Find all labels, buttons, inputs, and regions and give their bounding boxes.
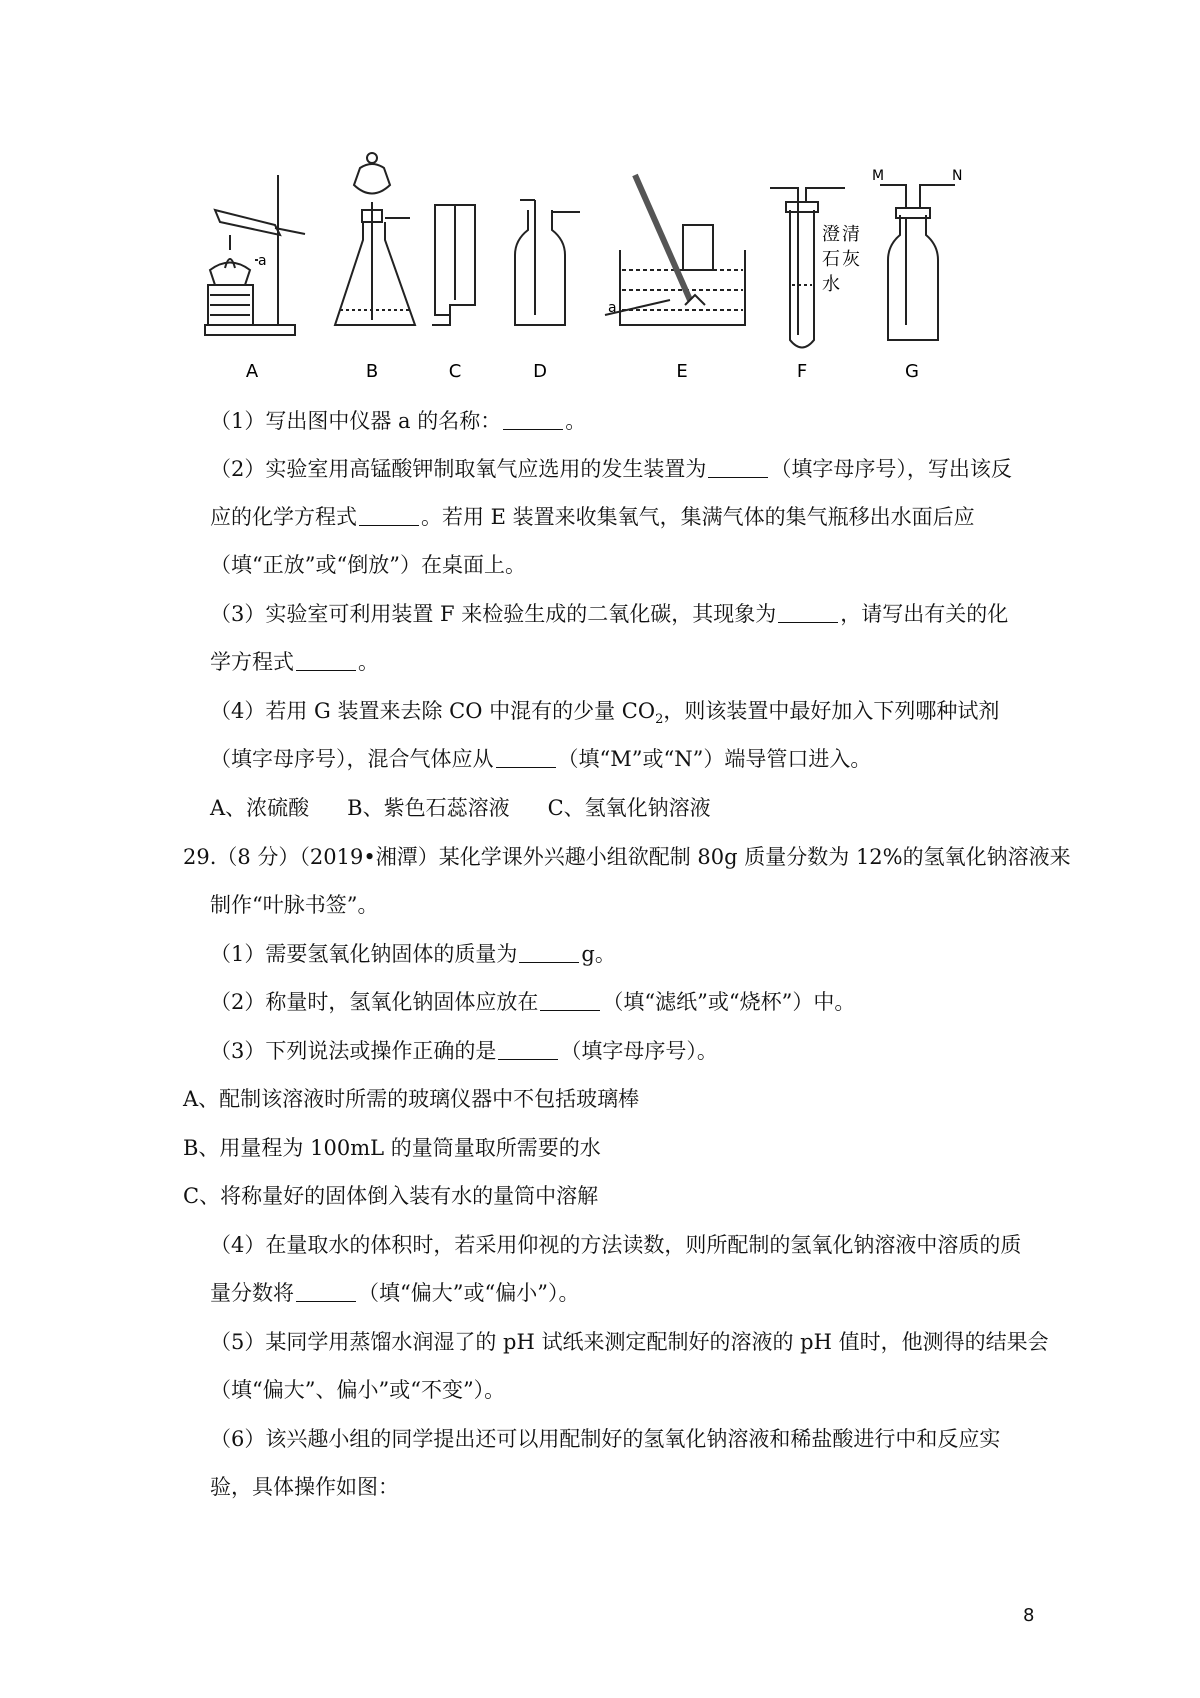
q28-p2-l2-text: 应的化学方程式	[210, 505, 357, 529]
trough-a-label: a	[608, 300, 617, 316]
q29-part5-line1: （5）某同学用蒸馏水润湿了的 pH 试纸来测定配制好的溶液的 pH 值时，他测得的结果会	[210, 1330, 1049, 1354]
apparatus-c	[432, 205, 475, 325]
answer-blank[interactable]	[296, 652, 356, 671]
q28-part4-line1	[210, 697, 999, 734]
answer-blank[interactable]	[778, 604, 838, 623]
option-c: C、氢氧化钠溶液	[547, 796, 711, 820]
co2-subscript: 2	[655, 712, 664, 728]
q28-p1-end: 。	[565, 409, 587, 433]
q29-p2-text: （2）称量时，氢氧化钠固体应放在	[210, 990, 539, 1014]
limewater-char-2: 清	[842, 224, 860, 245]
option-a: A、浓硫酸	[210, 796, 310, 820]
q29-p1-end: g。	[581, 942, 616, 966]
q28-p1-text: （1）写出图中仪器 a 的名称：	[210, 409, 502, 433]
label-e: E	[676, 361, 688, 382]
q29-p1-text: （1）需要氢氧化钠固体的质量为	[210, 942, 518, 966]
answer-blank[interactable]	[496, 749, 556, 768]
q29-heading-line2: 制作“叶脉书签”。	[210, 893, 379, 917]
q29-option-b: B、用量程为 100mL 的量筒量取所需要的水	[183, 1136, 601, 1160]
q28-part2-line1	[210, 455, 1012, 483]
limewater-char-5: 水	[822, 274, 840, 295]
q28-p3-l2-end: 。	[358, 650, 379, 674]
q29-part3	[210, 1037, 718, 1065]
q28-part3-line2	[210, 648, 379, 676]
q28-p2-text: （2）实验室用高锰酸钾制取氧气应选用的发生装置为	[210, 457, 707, 481]
label-f: F	[796, 361, 808, 382]
q28-p2-text-end: （填字母序号），写出该反	[770, 457, 1012, 481]
q28-part4-line2	[210, 745, 871, 773]
limewater-char-4: 灰	[842, 249, 860, 270]
q28-p3-end: ，请写出有关的化	[840, 602, 1009, 626]
q28-p4-text: （4）若用 G 装置来去除 CO 中混有的少量 CO	[210, 699, 656, 723]
page-number: 8	[1023, 1605, 1035, 1626]
q29-part4-line1: （4）在量取水的体积时，若采用仰视的方法读数，则所配制的氢氧化钠溶液中溶质的质	[210, 1233, 1022, 1257]
q28-part2-line2	[210, 503, 975, 531]
q28-part1	[210, 407, 586, 435]
option-b: B、紫色石蕊溶液	[347, 796, 510, 820]
q28-p4-l2-text: （填字母序号），混合气体应从	[210, 747, 494, 771]
q29-p4-l2-end: （填“偏大”或“偏小”）。	[358, 1281, 580, 1305]
q29-p4-l2-text: 量分数将	[210, 1281, 294, 1305]
answer-blank[interactable]	[296, 1283, 356, 1302]
instrument-a-label: a	[258, 253, 267, 269]
answer-blank[interactable]	[359, 507, 419, 526]
label-b: B	[365, 361, 379, 382]
label-a: A	[245, 361, 259, 382]
q28-p2-l2-end: 。若用 E 装置来收集氧气，集满气体的集气瓶移出水面后应	[421, 505, 975, 529]
apparatus-figure	[200, 140, 1040, 390]
q28-p3-l2-text: 学方程式	[210, 650, 294, 674]
limewater-char-3: 石	[822, 249, 840, 270]
q29-p2-end: （填“滤纸”或“烧杯”）中。	[602, 990, 856, 1014]
apparatus-e	[605, 175, 745, 325]
port-n-label: N	[952, 168, 963, 184]
q29-part1	[210, 940, 616, 968]
q29-option-c: C、将称量好的固体倒入装有水的量筒中溶解	[183, 1184, 599, 1208]
q29-part5-line2: （填“偏大”、偏小”或“不变”）。	[210, 1378, 506, 1402]
q29-p3-text: （3）下列说法或操作正确的是	[210, 1039, 497, 1063]
limewater-char-1: 澄	[822, 224, 840, 245]
answer-blank[interactable]	[708, 459, 768, 478]
q28-p4-l2-end: （填“M”或“N”）端导管口进入。	[557, 747, 872, 771]
apparatus-diagram	[200, 140, 1040, 390]
apparatus-g	[880, 185, 955, 340]
q29-part4-line2	[210, 1279, 579, 1307]
q29-part2	[210, 988, 855, 1016]
answer-blank[interactable]	[540, 992, 600, 1011]
answer-blank[interactable]	[498, 1041, 558, 1060]
q29-option-a: A、配制该溶液时所需的玻璃仪器中不包括玻璃棒	[183, 1087, 640, 1111]
q28-options	[210, 794, 749, 822]
q29-part6-line2: 验，具体操作如图：	[210, 1475, 399, 1499]
apparatus-b	[335, 153, 415, 325]
q29-heading-line1: 29.（8 分）（2019•湘潭）某化学课外兴趣小组欲配制 80g 质量分数为 12%的氢氧化钠溶液来	[183, 845, 1071, 869]
answer-blank[interactable]	[503, 411, 563, 430]
port-m-label: M	[872, 168, 885, 184]
q29-p3-end: （填字母序号）。	[560, 1039, 718, 1063]
q29-part6-line1: （6）该兴趣小组的同学提出还可以用配制好的氢氧化钠溶液和稀盐酸进行中和反应实	[210, 1427, 1001, 1451]
label-d: D	[533, 361, 547, 382]
q28-p4-end: ，则该装置中最好加入下列哪种试剂	[663, 699, 1000, 723]
apparatus-d	[515, 200, 580, 325]
q28-part3-line1	[210, 600, 1008, 628]
q28-p3-text: （3）实验室可利用装置 F 来检验生成的二氧化碳，其现象为	[210, 602, 777, 626]
label-g: G	[905, 361, 919, 382]
apparatus-a	[205, 175, 305, 335]
answer-blank[interactable]	[519, 944, 579, 963]
label-c: C	[448, 361, 462, 382]
q28-part2-line3: （填“正放”或“倒放”）在桌面上。	[210, 553, 526, 577]
